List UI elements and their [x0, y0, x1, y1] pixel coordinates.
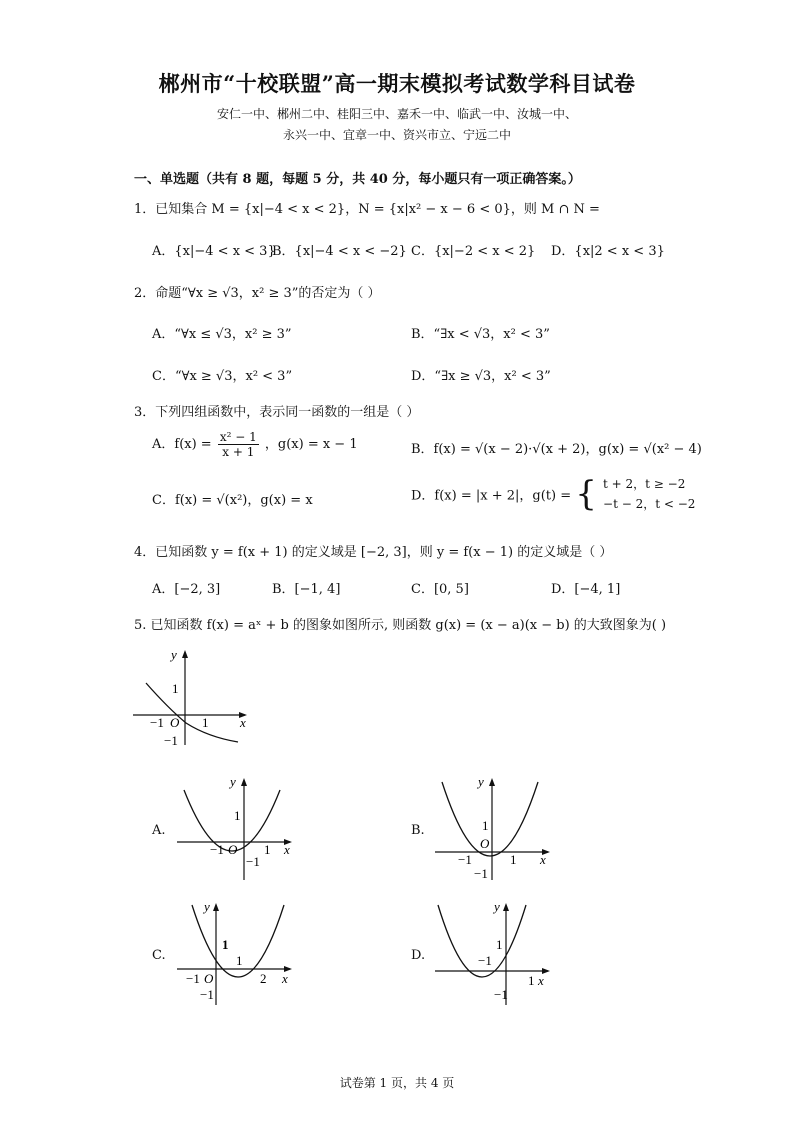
- question-2-stem: 2．命题“∀x ≥ √3，x² ≥ 3”的否定为（ ）: [134, 286, 381, 301]
- origin-label: O: [480, 836, 490, 851]
- origin-label: O: [204, 971, 214, 986]
- tick-label: 1: [496, 937, 503, 952]
- tick-label: 1: [236, 953, 243, 968]
- question-5-option-d-label: D.: [411, 948, 426, 963]
- tick-label: −1: [200, 987, 214, 1002]
- tick-label: 2: [260, 971, 267, 986]
- tick-label: −1: [458, 852, 472, 867]
- tick-label: 1: [510, 852, 517, 867]
- exponential-curve: [146, 683, 238, 742]
- tick-label: 1: [264, 842, 271, 857]
- page-footer: 试卷第 1 页，共 4 页: [339, 1076, 455, 1090]
- section-heading: 一、单选题（共有 8 题，每题 5 分，共 40 分，每小题只有一项正确答案。）: [134, 172, 581, 187]
- y-axis-label: y: [478, 774, 484, 789]
- question-2-option-c: C．“∀x ≥ √3，x² < 3”: [152, 369, 293, 384]
- question-3-option-a: [152, 430, 358, 459]
- question-4-option-c: C．[0, 5]: [411, 582, 469, 597]
- tick-label: −1: [164, 733, 178, 748]
- origin-label: O: [170, 715, 180, 730]
- tick-label: −1: [186, 971, 200, 986]
- question-1-option-a: A．{x|−4 < x < 3}: [152, 244, 276, 259]
- tick-label: −1: [494, 987, 508, 1002]
- question-2-option-a: A．“∀x ≤ √3，x² ≥ 3”: [152, 327, 292, 342]
- question-3-option-d: [411, 474, 695, 514]
- y-axis-label: y: [204, 899, 210, 914]
- y-axis-arrow-icon: [213, 903, 219, 911]
- question-5-option-c-label: C.: [152, 948, 166, 963]
- question-5-stem: 5. 已知函数 f(x) = aˣ + b 的图象如图所示, 则函数 g(x) = (x − a)(x − b) 的大致图象为( ): [134, 618, 667, 633]
- x-axis-label: x: [538, 973, 544, 988]
- q3d-prefix: D．f(x) = |x + 2|，g(t) =: [411, 488, 572, 504]
- question-3-option-c: C．f(x) = √(x²)，g(x) = x: [152, 493, 313, 508]
- x-axis-label: x: [282, 971, 288, 986]
- tick-label: −1: [150, 715, 164, 730]
- y-axis-arrow-icon: [241, 778, 247, 786]
- parabola-curve: [442, 782, 538, 856]
- schools-line-2: 永兴一中、宜章一中、资兴市立、宁远二中: [282, 128, 511, 142]
- question-5-option-d-graph: [430, 897, 555, 1009]
- question-3-stem: 3．下列四组函数中，表示同一函数的一组是（ ）: [134, 405, 420, 420]
- question-1-stem: 1．已知集合 M = {x|−4 < x < 2}，N = {x|x² − x − 6 < 0}，则 M ∩ N =: [134, 202, 600, 217]
- question-1-option-b: B．{x|−4 < x < −2}: [272, 244, 407, 259]
- question-5-option-b-label: B.: [411, 823, 425, 838]
- q3d-cases: [603, 474, 695, 514]
- y-axis-label: y: [171, 647, 177, 662]
- q3a-suffix: ，g(x) = x − 1: [264, 437, 358, 452]
- question-3-option-b: B．f(x) = √(x − 2)·√(x + 2)，g(x) = √(x² − 4): [411, 442, 702, 457]
- tick-label: −1: [210, 842, 224, 857]
- question-1-option-d: D．{x|2 < x < 3}: [551, 244, 665, 259]
- x-axis-label: x: [284, 842, 290, 857]
- question-4-option-d: D．[−4, 1]: [551, 582, 621, 597]
- tick-label: −1: [478, 953, 492, 968]
- q3d-case-2: −t − 2，t < −2: [603, 497, 696, 511]
- y-axis-label: y: [494, 899, 500, 914]
- question-1-option-c: C．{x|−2 < x < 2}: [411, 244, 536, 259]
- question-5-main-graph: [128, 645, 253, 750]
- y-axis-label: y: [230, 774, 236, 789]
- schools-line-1: 安仁一中、郴州二中、桂阳三中、嘉禾一中、临武一中、汝城一中、: [216, 107, 577, 121]
- q3a-fraction: [218, 430, 259, 459]
- question-4-option-a: A．[−2, 3]: [152, 582, 221, 597]
- x-axis-label: x: [540, 852, 546, 867]
- y-axis-arrow-icon: [182, 650, 188, 658]
- question-5-option-b-graph: [430, 772, 555, 884]
- tick-label: −1: [246, 854, 260, 869]
- question-4-option-b: B．[−1, 4]: [272, 582, 341, 597]
- question-2-option-b: B．“∃x < √3，x² < 3”: [411, 327, 550, 342]
- y-axis-arrow-icon: [503, 903, 509, 911]
- tick-label: 1: [202, 715, 209, 730]
- page-title: 郴州市“十校联盟”高一期末模拟考试数学科目试卷: [158, 71, 636, 96]
- q3d-brace: {: [575, 474, 597, 514]
- y-axis-arrow-icon: [489, 778, 495, 786]
- q3a-denominator: x + 1: [222, 445, 255, 459]
- tick-label: −1: [474, 866, 488, 881]
- question-4-stem: 4．已知函数 y = f(x + 1) 的定义域是 [−2, 3]，则 y = f(x − 1) 的定义域是（ ）: [134, 545, 613, 560]
- q3a-prefix: A．f(x) =: [152, 437, 212, 452]
- question-5-option-a-label: A.: [152, 823, 166, 838]
- q3a-numerator: x² − 1: [219, 430, 257, 444]
- x-axis-label: x: [240, 715, 246, 730]
- tick-label: 1: [222, 937, 229, 952]
- tick-label: 1: [482, 818, 489, 833]
- tick-label: 1: [172, 681, 179, 696]
- tick-label: 1: [528, 973, 535, 988]
- question-5-option-a-graph: [172, 772, 297, 884]
- question-2-option-d: D．“∃x ≥ √3，x² < 3”: [411, 369, 551, 384]
- tick-label: 1: [234, 808, 241, 823]
- question-5-option-c-graph: [172, 897, 297, 1009]
- q3d-case-1: t + 2，t ≥ −2: [603, 477, 686, 491]
- origin-label: O: [228, 842, 238, 857]
